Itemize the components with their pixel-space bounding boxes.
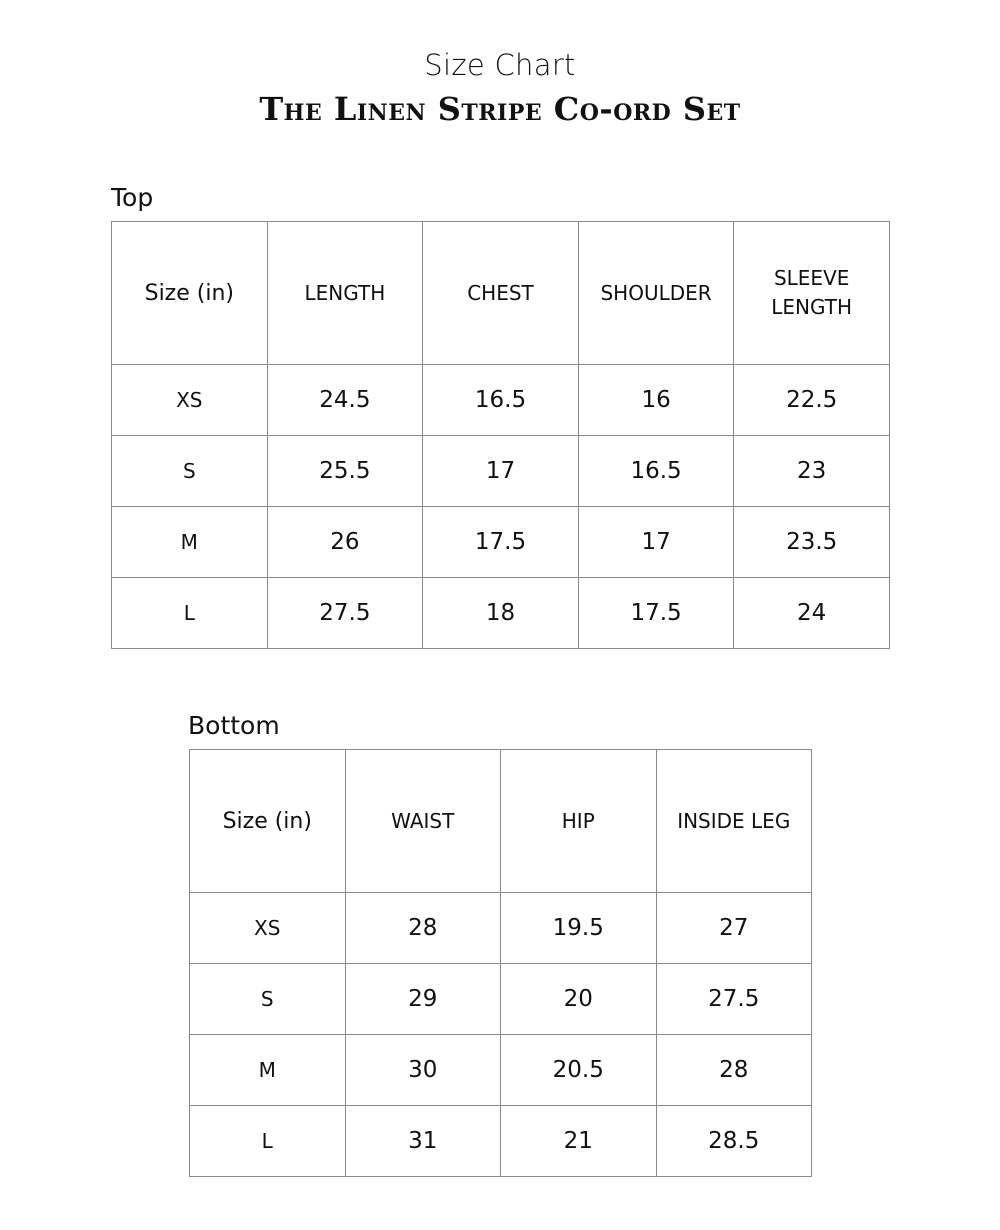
page-title: The Linen Stripe Co-ord Set <box>259 90 741 128</box>
table-cell: 27 <box>656 893 812 964</box>
table-cell: 17.5 <box>578 578 734 649</box>
table-cell: 21 <box>501 1106 657 1177</box>
table-cell: 17 <box>578 507 734 578</box>
table-row <box>190 893 812 964</box>
top-size-table <box>111 221 890 649</box>
table-cell: 19.5 <box>501 893 657 964</box>
table-row <box>112 365 890 436</box>
table-cell: 18 <box>423 578 579 649</box>
column-header: INSIDE LEG <box>656 750 812 893</box>
table-cell: 30 <box>345 1035 501 1106</box>
table-cell: 23 <box>734 436 890 507</box>
table-cell: M <box>112 507 268 578</box>
column-header: LENGTH <box>267 222 423 365</box>
table-row <box>112 578 890 649</box>
table-cell: 28 <box>656 1035 812 1106</box>
table-cell: 27.5 <box>656 964 812 1035</box>
table-cell: 23.5 <box>734 507 890 578</box>
column-header: WAIST <box>345 750 501 893</box>
table-header-row <box>112 222 890 365</box>
top-section-label: Top <box>111 183 154 212</box>
column-header: HIP <box>501 750 657 893</box>
table-row <box>190 1035 812 1106</box>
table-cell: 26 <box>267 507 423 578</box>
table-cell: XS <box>190 893 346 964</box>
table-cell: 28 <box>345 893 501 964</box>
table-cell: 22.5 <box>734 365 890 436</box>
column-header: CHEST <box>423 222 579 365</box>
table-cell: 17 <box>423 436 579 507</box>
table-cell: 16.5 <box>578 436 734 507</box>
table-cell: S <box>190 964 346 1035</box>
table-cell: 20.5 <box>501 1035 657 1106</box>
table-row <box>190 1106 812 1177</box>
table-cell: XS <box>112 365 268 436</box>
table-cell: 25.5 <box>267 436 423 507</box>
column-header: Size (in) <box>190 750 346 893</box>
table-cell: 28.5 <box>656 1106 812 1177</box>
table-cell: 31 <box>345 1106 501 1177</box>
table-row <box>112 436 890 507</box>
table-cell: 17.5 <box>423 507 579 578</box>
bottom-section-label: Bottom <box>188 711 280 740</box>
table-row <box>112 507 890 578</box>
table-cell: 16.5 <box>423 365 579 436</box>
table-cell: L <box>190 1106 346 1177</box>
table-cell: 24.5 <box>267 365 423 436</box>
bottom-size-table <box>189 749 812 1177</box>
table-cell: 24 <box>734 578 890 649</box>
page-subtitle: Size Chart <box>424 48 576 82</box>
table-row <box>190 964 812 1035</box>
table-cell: M <box>190 1035 346 1106</box>
column-header: Size (in) <box>112 222 268 365</box>
column-header: SLEEVE LENGTH <box>734 222 890 365</box>
table-cell: 27.5 <box>267 578 423 649</box>
column-header: SHOULDER <box>578 222 734 365</box>
table-cell: L <box>112 578 268 649</box>
table-cell: 29 <box>345 964 501 1035</box>
table-header-row <box>190 750 812 893</box>
table-cell: 20 <box>501 964 657 1035</box>
table-cell: 16 <box>578 365 734 436</box>
table-cell: S <box>112 436 268 507</box>
